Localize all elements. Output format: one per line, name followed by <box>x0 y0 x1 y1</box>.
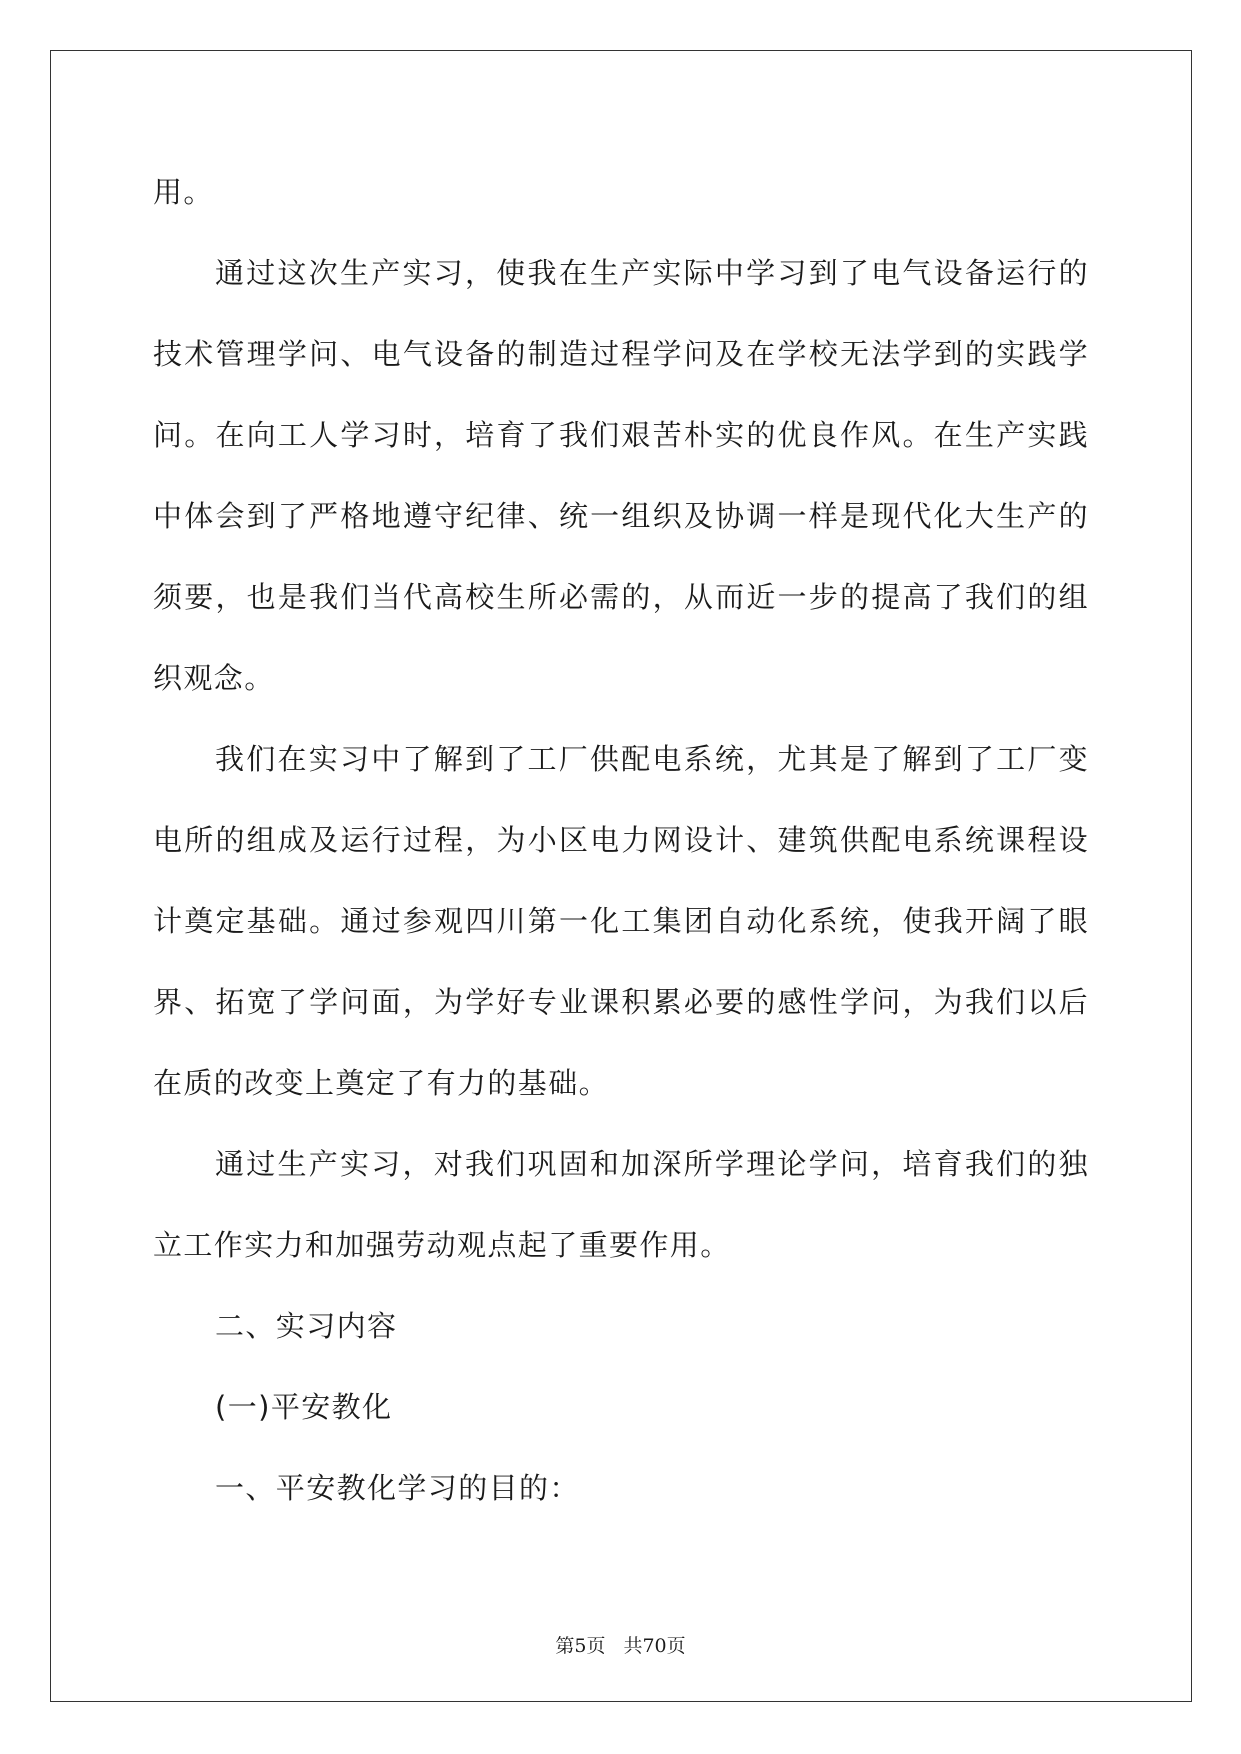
subsection-heading-safety: (一)平安教化 <box>215 1390 393 1424</box>
paragraph-continuation: 用。 <box>153 175 214 209</box>
page-number-current: 第5页 <box>555 1635 606 1657</box>
item-heading-purpose: 一、平安教化学习的目的： <box>215 1471 580 1505</box>
paragraph-theory-practice: 通过生产实习，对我们巩固和加深所学理论学问，培育我们的独立工作实力和加强劳动观点起了重要作用。 <box>153 1147 1089 1262</box>
paragraph-internship-summary: 通过这次生产实习，使我在生产实际中学习到了电气设备运行的技术管理学问、电气设备的制造过程学问及在学校无法学到的实践学问。在向工人学习时，培育了我们艰苦朴实的优良作风。在生产实践中体会到了严格地遵守纪律、统一组织及协调一样是现代化大生产的须要，也是我们当代高校生所必需的，从而近一步的提高了我们的组织观念。 <box>153 256 1089 695</box>
paragraph-power-system: 我们在实习中了解到了工厂供配电系统，尤其是了解到了工厂变电所的组成及运行过程，为小区电力网设计、建筑供配电系统课程设计奠定基础。通过参观四川第一化工集团自动化系统，使我开阔了眼界、拓宽了学问面，为学好专业课积累必要的感性学问，为我们以后在质的改变上奠定了有力的基础。 <box>153 742 1089 1100</box>
page-number-total: 共70页 <box>623 1635 686 1657</box>
section-heading-content: 二、实习内容 <box>215 1309 398 1343</box>
page-footer <box>0 1631 1241 1658</box>
document-body <box>153 152 1089 1529</box>
